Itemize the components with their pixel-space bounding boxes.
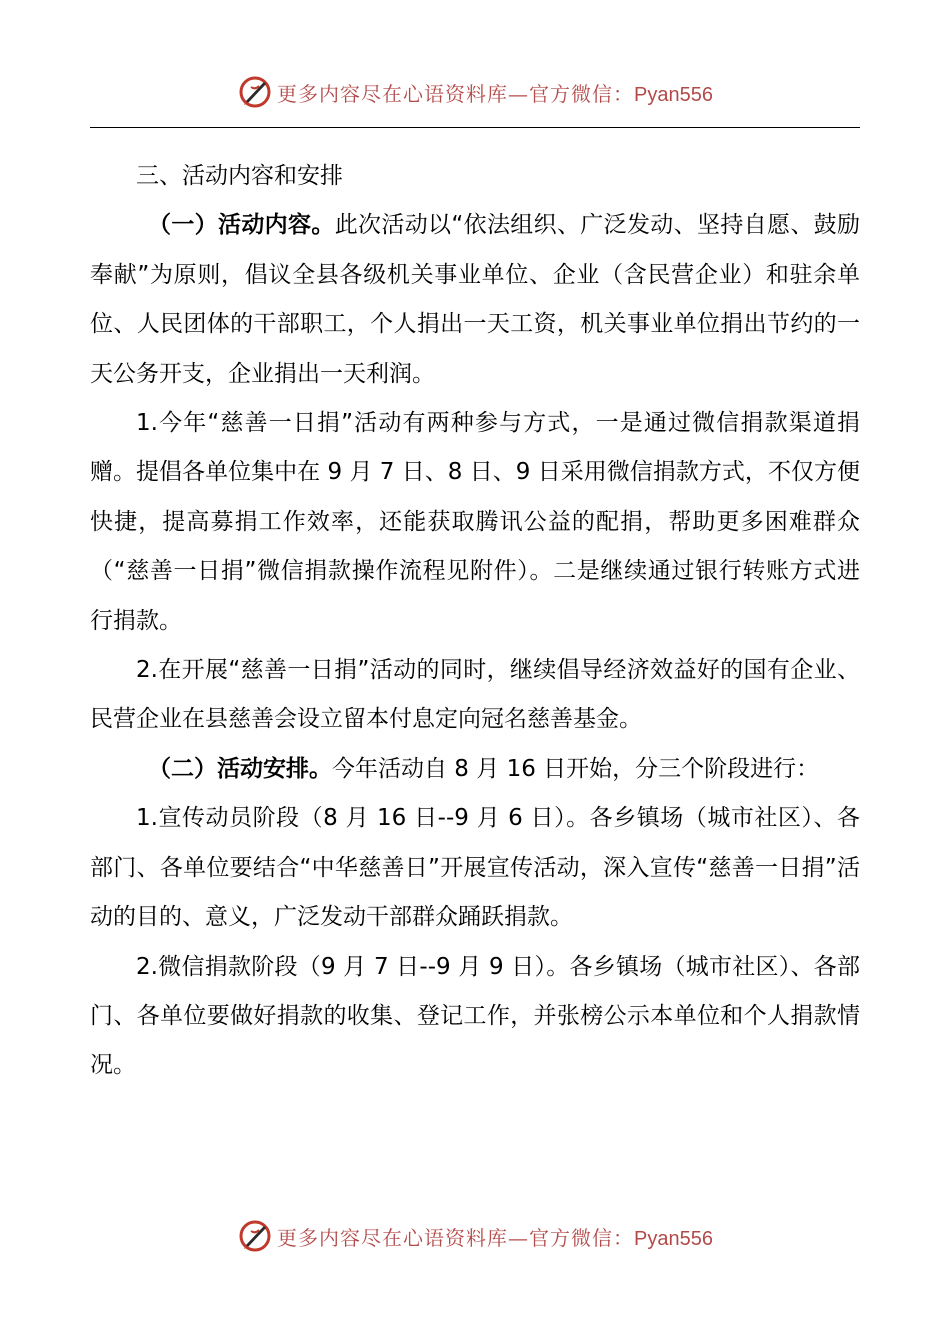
- paragraph-lead: （二）活动安排。: [148, 755, 332, 782]
- section-heading: 三、活动内容和安排: [136, 163, 343, 189]
- header-wechat-id: Pyan556: [634, 83, 713, 106]
- header-divider: [90, 127, 860, 128]
- paragraph-wechat-donation-stage: 2.微信捐款阶段（9 月 7 日--9 月 9 日）。各乡镇场（城市社区）、各部门、各单位要做好捐款的收集、登记工作，并张榜公示本单位和个人捐款情况。: [90, 953, 860, 1079]
- header-slogan: 更多内容尽在心语资料库—官方微信：: [277, 81, 635, 106]
- footer-wechat-id: Pyan556: [634, 1227, 713, 1250]
- header-text: [277, 78, 713, 107]
- footer-slogan: 更多内容尽在心语资料库—官方微信：: [277, 1225, 635, 1250]
- paragraph-named-fund: 2.在开展“慈善一日捐”活动的同时，继续倡导经济效益好的国有企业、民营企业在县慈善会设立留本付息定向冠名慈善基金。: [90, 657, 860, 733]
- header-banner: [0, 70, 950, 114]
- paragraph-lead: （一）活动内容。: [148, 212, 335, 239]
- paragraph-activity-schedule: [90, 745, 860, 794]
- red-circle-pen-logo-icon: [237, 1218, 273, 1254]
- paragraph-text: 此次活动以“依法组织、广泛发动、坚持自愿、鼓励奉献”为原则，倡议全县各级机关事业单位、企业（含民营企业）和驻余单位、人民团体的干部职工，个人捐出一天工资，机关事业单位捐出节约的一天公务开支，企业捐出一天利润。: [90, 212, 860, 387]
- paragraph-text: 今年活动自 8 月 16 日开始，分三个阶段进行：: [332, 755, 820, 782]
- paragraph-publicity-stage: 1.宣传动员阶段（8 月 16 日--9 月 6 日）。各乡镇场（城市社区）、各部门、各单位要结合“中华慈善日”开展宣传活动，深入宣传“慈善一日捐”活动的目的、意义，广泛发动干部群众踊跃捐款。: [90, 805, 860, 931]
- paragraph-participation-methods: 1.今年“慈善一日捐”活动有两种参与方式，一是通过微信捐款渠道捐赠。提倡各单位集中在 9 月 7 日、8 日、9 日采用微信捐款方式，不仅方便快捷，提高募捐工作效率，还能获取腾讯公益的配捐，帮助更多困难群众（“慈善一日捐”微信捐款操作流程见附件）。二是继续通过银行转账方式进行捐款。: [90, 410, 860, 634]
- paragraph-activity-content: [90, 201, 860, 399]
- red-circle-pen-logo-icon: [237, 74, 273, 110]
- footer-banner: [0, 1214, 950, 1258]
- document-body: [90, 152, 860, 1091]
- footer-text: [277, 1222, 713, 1251]
